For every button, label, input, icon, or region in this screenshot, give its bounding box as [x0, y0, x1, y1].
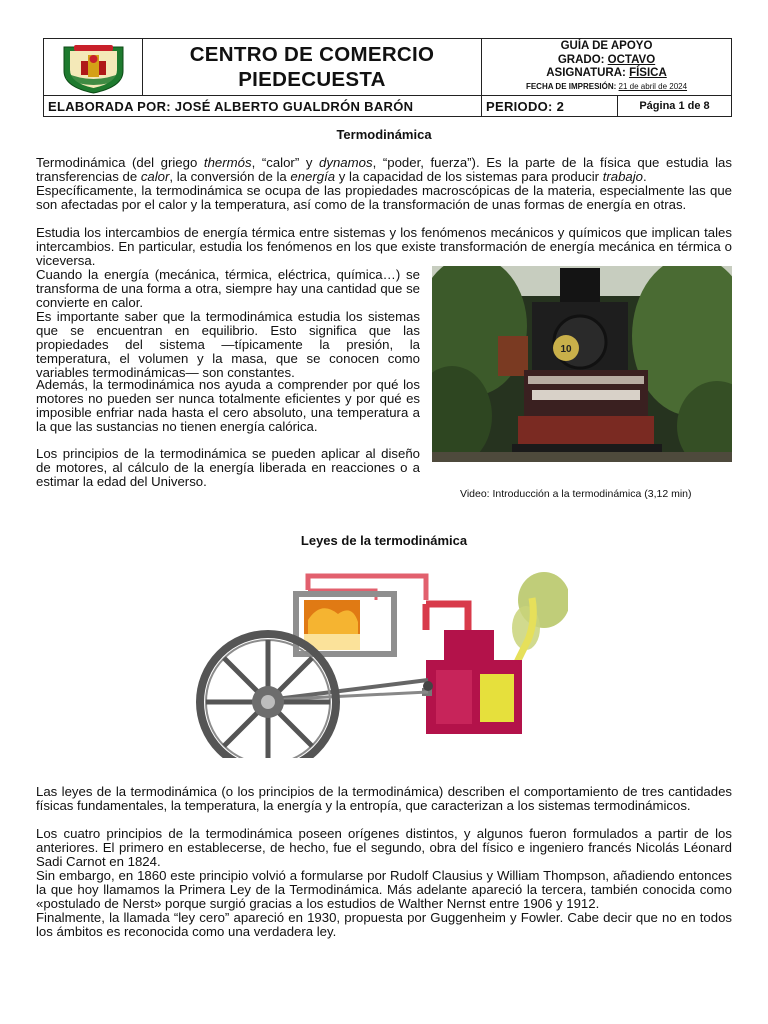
paragraph-applications: Los principios de la termodinámica se pueden aplicar al diseño de motores, al cálculo de la energía liberada en reacciones o a estimar la edad del Universo.	[36, 446, 420, 489]
italic-term: thermós	[203, 155, 252, 170]
document-header	[43, 38, 732, 117]
school-name-line1: CENTRO DE COMERCIO	[189, 43, 435, 66]
text-run: , “calor” y	[251, 155, 320, 170]
school-name-line2: PIEDECUESTA	[238, 68, 386, 91]
text-run: Termodinámica (del griego	[36, 155, 204, 170]
paragraph-intro	[36, 156, 732, 184]
italic-term: trabajo	[602, 169, 644, 184]
paragraph-equilibrium: Es importante saber que la termodinámica estudia los sistemas que se encuentran en equilibrio. Esto significa que las propiedades del sistema —típicamente la presión, la temperatura, el volumen y la masa, que se conocen como variables termodinámicas— son constantes.	[36, 309, 420, 380]
grade-label: GRADO:	[557, 53, 608, 66]
grade-line	[558, 54, 655, 68]
italic-term: dynamos	[319, 155, 373, 170]
paragraph-energy-transform: Cuando la energía (mecánica, térmica, eléctrica, química…) se transforma de una forma a otra, siempre hay una cantidad que se convierte en calor.	[36, 267, 420, 310]
period-cell	[482, 96, 618, 116]
paragraph-engines: Además, la termodinámica nos ayuda a comprender por qué los motores no pueden ser nunca totalmente eficientes y por qué es imposible enfriar nada hasta el cero absoluto, una temperatura a la que las sustancias no tienen energía calórica.	[36, 377, 420, 434]
subject-line	[546, 67, 667, 81]
paragraph-four-principles: Los cuatro principios de la termodinámica poseen orígenes distintos, y algunos fueron formulados a partir de los anteriores. El primero en establecerse, de hecho, fue el segundo, obra del físico e ingeniero francés Nicolás Léonard Sadi Carnot en 1824.	[36, 826, 732, 869]
page-number: Página 1 de 8	[639, 100, 710, 112]
video-thumbnail[interactable]	[432, 266, 732, 462]
school-name	[143, 39, 482, 96]
logo-cell	[44, 39, 143, 96]
steam-engine-diagram	[196, 570, 568, 758]
text-run: y la capacidad de los sistemas para producir	[335, 169, 603, 184]
text-run: , “poder, fuerza”). Es la parte de la física que estudia las transferencias de	[36, 155, 732, 184]
video-caption: Video: Introducción a la termodinámica (3,12 min)	[460, 488, 692, 500]
print-date-value: 21 de abril de 2024	[618, 81, 688, 91]
grade-value: OCTAVO	[607, 53, 656, 66]
subject-label: ASIGNATURA:	[546, 67, 630, 79]
steam-engine-illustration	[196, 570, 568, 758]
page-cell	[618, 96, 731, 116]
print-date-label: FECHA DE IMPRESIÓN:	[525, 81, 619, 91]
italic-term: calor	[140, 169, 170, 184]
author: ELABORADA POR: JOSÉ ALBERTO GUALDRÓN BARÓN	[48, 98, 414, 114]
text-run: .	[643, 169, 647, 184]
text-run: , la conversión de la	[169, 169, 291, 184]
paragraph-specifically: Específicamente, la termodinámica se ocupa de las propiedades macroscópicas de la materia, especialmente las que son afectadas por el calor y la temperatura, así como de la transformación de unas formas de energía en otras.	[36, 183, 732, 212]
author-cell	[44, 96, 482, 116]
paragraph-exchanges: Estudia los intercambios de energía térmica entre sistemas y los fenómenos mecánicos y químicos que implican tales intercambios. En particular, estudia los fenómenos en los que existe transformación de energía mecánica en térmica o viceversa.	[36, 225, 732, 268]
guide-info	[482, 39, 731, 96]
print-date-line	[526, 82, 687, 92]
subject-value: FÍSICA	[629, 67, 667, 79]
italic-term: energía	[290, 169, 336, 184]
section-title-laws: Leyes de la termodinámica	[300, 533, 468, 548]
period: PERIODO: 2	[486, 98, 565, 114]
paragraph-zero-law: Finalmente, la llamada “ley cero” apareció en 1930, propuesta por Guggenheim y Fowler. Cabe decir que no en todos los ámbitos es reconocida como una verdadera ley.	[36, 910, 732, 939]
paragraph-clausius-thompson: Sin embargo, en 1860 este principio volvió a formularse por Rudolf Clausius y William Thompson, añadiendo entonces la que hoy llamamos la Primera Ley de la Termodinámica. Más adelante apareció la tercera, también conocida como «postulado de Nerst» porque surgió gracias a los estudios de Walther Nernst entre 1906 y 1912.	[36, 868, 732, 911]
train-photo	[432, 266, 732, 462]
paragraph-laws-describe: Las leyes de la termodinámica (o los principios de la termodinámica) describen el comportamiento de tres cantidades físicas fundamentales, la temperatura, la energía y la entropía, que caracterizan a los sistemas termodinámicos.	[36, 784, 732, 813]
section-title-termodinamica: Termodinámica	[336, 127, 432, 142]
train-number: 10	[560, 344, 572, 355]
guide-label: GUÍA DE APOYO	[560, 40, 653, 52]
school-crest-logo	[44, 39, 143, 96]
